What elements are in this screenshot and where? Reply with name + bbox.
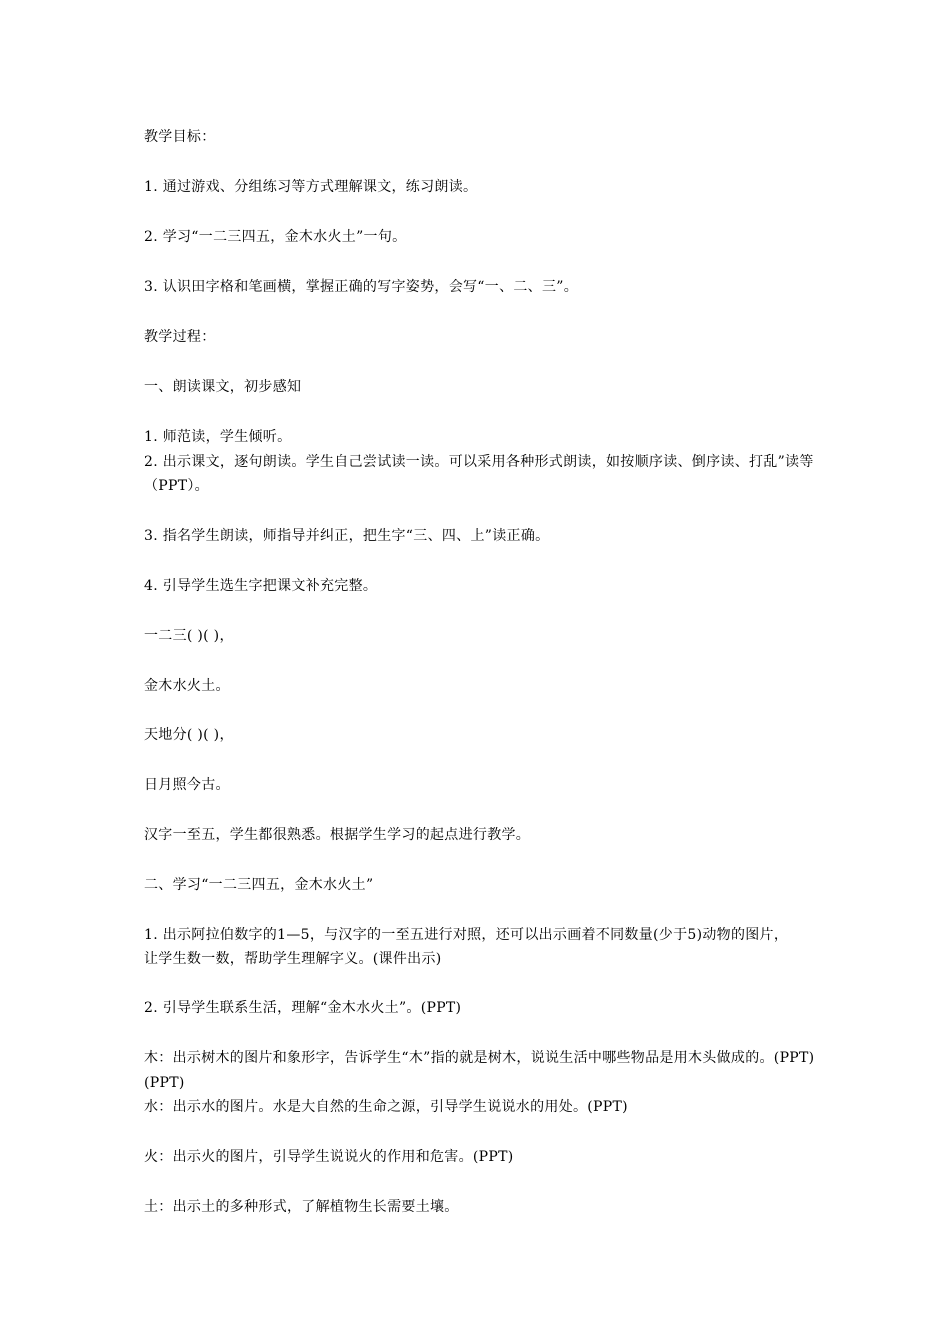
goal-item-2: 2. 学习“一二三四五，金木水火土”一句。 (144, 229, 407, 245)
wood-item-cont: (PPT) (144, 1075, 185, 1091)
fill-blank-line-3: 天地分( )( )， (144, 727, 234, 743)
earth-item: 土：出示土的多种形式，了解植物生长需要土壤。 (144, 1199, 459, 1215)
note-paragraph: 汉字一至五，学生都很熟悉。根据学生学习的起点进行教学。 (144, 827, 531, 843)
step-1-4: 4. 引导学生选生字把课文补充完整。 (144, 578, 378, 594)
step-2-2: 2. 引导学生联系生活，理解“金木水火土”。(PPT) (144, 1000, 462, 1016)
heading-teaching-process: 教学过程： (144, 329, 216, 345)
fire-item: 火：出示火的图片，引导学生说说火的作用和危害。(PPT) (144, 1149, 514, 1165)
goal-item-3: 3. 认识田字格和笔画横，掌握正确的写字姿势，会写“一、二、三”。 (144, 279, 579, 295)
fill-blank-line-2: 金木水火土。 (144, 678, 230, 694)
step-2-1-cont: 让学生数一数，帮助学生理解字义。(课件出示) (144, 951, 442, 967)
step-1-2-cont: （PPT）。 (144, 478, 209, 494)
step-1-3: 3. 指名学生朗读，师指导并纠正，把生字“三、四、上”读正确。 (144, 528, 550, 544)
step-1-2: 2. 出示课文，逐句朗读。学生自己尝试读一读。可以采用各种形式朗读，如按顺序读、倒序读、打乱”读等 (144, 454, 814, 470)
water-item: 水：出示水的图片。水是大自然的生命之源，引导学生说说水的用处。(PPT) (144, 1099, 628, 1115)
fill-blank-line-4: 日月照今古。 (144, 777, 230, 793)
fill-blank-line-1: 一二三( )( )， (144, 628, 234, 644)
step-2-1: 1. 出示阿拉伯数字的1—5，与汉字的一至五进行对照，还可以出示画着不同数量(少于5)动物的图片， (144, 927, 789, 943)
section-heading-2: 二、学习“一二三四五，金木水火土” (144, 877, 374, 893)
section-heading-1: 一、朗读课文，初步感知 (144, 379, 302, 395)
step-1-1: 1. 师范读，学生倾听。 (144, 429, 292, 445)
wood-item: 木：出示树木的图片和象形字，告诉学生“木”指的就是树木，说说生活中哪些物品是用木头做成的。(PPT) (144, 1050, 815, 1066)
heading-teaching-goals: 教学目标： (144, 129, 216, 145)
goal-item-1: 1. 通过游戏、分组练习等方式理解课文，练习朗读。 (144, 179, 478, 195)
